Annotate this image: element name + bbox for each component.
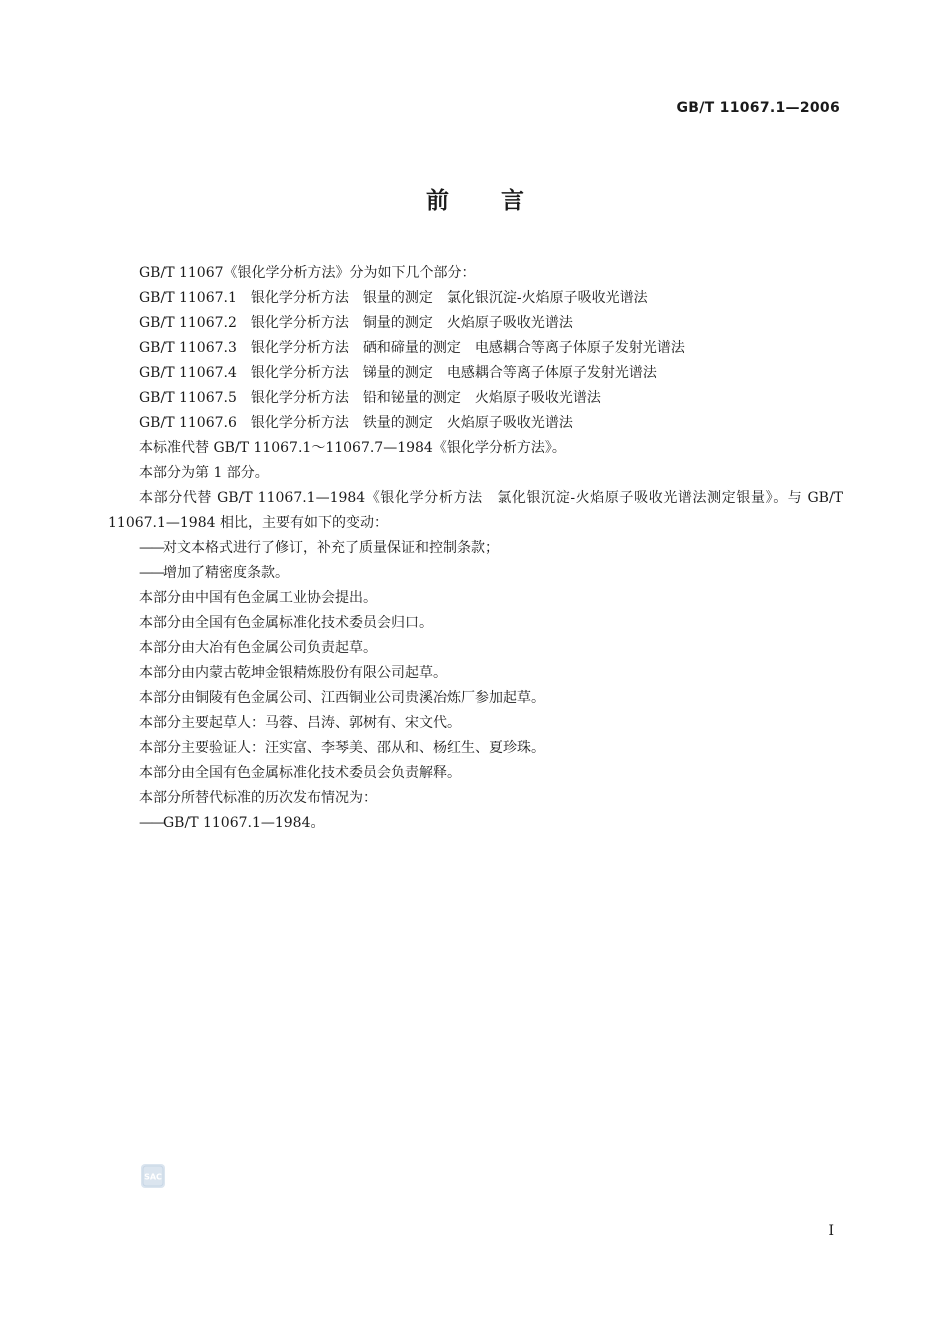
part-list-item — [108, 336, 843, 361]
logo-text: SAC — [144, 1172, 162, 1182]
part-list-item — [108, 286, 843, 311]
part-method: 火焰原子吸收光谱法 — [474, 390, 601, 406]
part-code: GB/T 11067.4 — [139, 365, 237, 381]
drafters-statement: 本部分主要起草人：马蓉、吕涛、郭树有、宋文代。 — [139, 715, 461, 731]
part-list-item — [108, 361, 843, 386]
part-code: GB/T 11067.6 — [139, 415, 237, 431]
em-dash: —— — [139, 540, 163, 556]
part-list-item — [108, 311, 843, 336]
part-method: 火焰原子吸收光谱法 — [446, 415, 573, 431]
part-statement: 本部分为第 1 部分。 — [139, 465, 269, 481]
em-dash: —— — [139, 565, 163, 581]
part-list-item — [108, 386, 843, 411]
part-item: 铜量的测定 — [362, 315, 433, 331]
part-method: 电感耦合等离子体原子发射光谱法 — [446, 365, 657, 381]
change-list-item — [108, 536, 843, 561]
foreword-body — [108, 261, 843, 836]
history-list-item — [108, 811, 843, 836]
part-series: 银化学分析方法 — [250, 390, 349, 406]
sac-watermark-logo — [140, 1163, 166, 1189]
change-text: 对文本格式进行了修订，补充了质量保证和控制条款； — [163, 540, 499, 556]
centralized-statement: 本部分由全国有色金属标准化技术委员会归口。 — [139, 615, 433, 631]
standard-code-header: GB/T 11067.1—2006 — [676, 100, 840, 116]
part-series: 银化学分析方法 — [250, 365, 349, 381]
change-text: 增加了精密度条款。 — [163, 565, 289, 581]
em-dash: —— — [139, 815, 163, 831]
part-item: 锑量的测定 — [362, 365, 433, 381]
verifiers-statement: 本部分主要验证人：汪实富、李琴美、邵从和、杨红生、夏珍珠。 — [139, 740, 545, 756]
part-code: GB/T 11067.2 — [139, 315, 237, 331]
drafting-unit-statement: 本部分由内蒙古乾坤金银精炼股份有限公司起草。 — [139, 665, 447, 681]
part-code: GB/T 11067.5 — [139, 390, 237, 406]
part-code: GB/T 11067.1 — [139, 290, 237, 306]
part-item: 铁量的测定 — [362, 415, 433, 431]
part-method: 氯化银沉淀-火焰原子吸收光谱法 — [446, 290, 648, 306]
intro-line: GB/T 11067《银化学分析方法》分为如下几个部分： — [139, 265, 476, 281]
part-series: 银化学分析方法 — [250, 415, 349, 431]
drafting-unit-statement: 本部分由大冶有色金属公司负责起草。 — [139, 640, 377, 656]
participating-unit-statement: 本部分由铜陵有色金属公司、江西铜业公司贵溪冶炼厂参加起草。 — [139, 690, 545, 706]
proposer-statement: 本部分由中国有色金属工业协会提出。 — [139, 590, 377, 606]
interpretation-statement: 本部分由全国有色金属标准化技术委员会负责解释。 — [139, 765, 461, 781]
part-series: 银化学分析方法 — [250, 340, 349, 356]
part-list-item — [108, 411, 843, 436]
change-list-item — [108, 561, 843, 586]
history-statement: 本部分所替代标准的历次发布情况为： — [139, 790, 377, 806]
page-title: 前言 — [426, 188, 576, 214]
part-series: 银化学分析方法 — [250, 290, 349, 306]
page-number: I — [828, 1223, 834, 1239]
part-code: GB/T 11067.3 — [139, 340, 237, 356]
history-text: GB/T 11067.1—1984。 — [163, 815, 325, 831]
part-series: 银化学分析方法 — [250, 315, 349, 331]
part-item: 硒和碲量的测定 — [362, 340, 461, 356]
part-item: 银量的测定 — [362, 290, 433, 306]
part-method: 电感耦合等离子体原子发射光谱法 — [474, 340, 685, 356]
replacement-statement: 本标准代替 GB/T 11067.1～11067.7—1984《银化学分析方法》。 — [139, 440, 566, 456]
changes-statement: 本部分代替 GB/T 11067.1—1984《银化学分析方法 氯化银沉淀-火焰原子吸收光谱法测定银量》。与 GB/T 11067.1—1984 相比，主要有如下的变动： — [108, 490, 843, 531]
part-method: 火焰原子吸收光谱法 — [446, 315, 573, 331]
part-item: 铅和铋量的测定 — [362, 390, 461, 406]
